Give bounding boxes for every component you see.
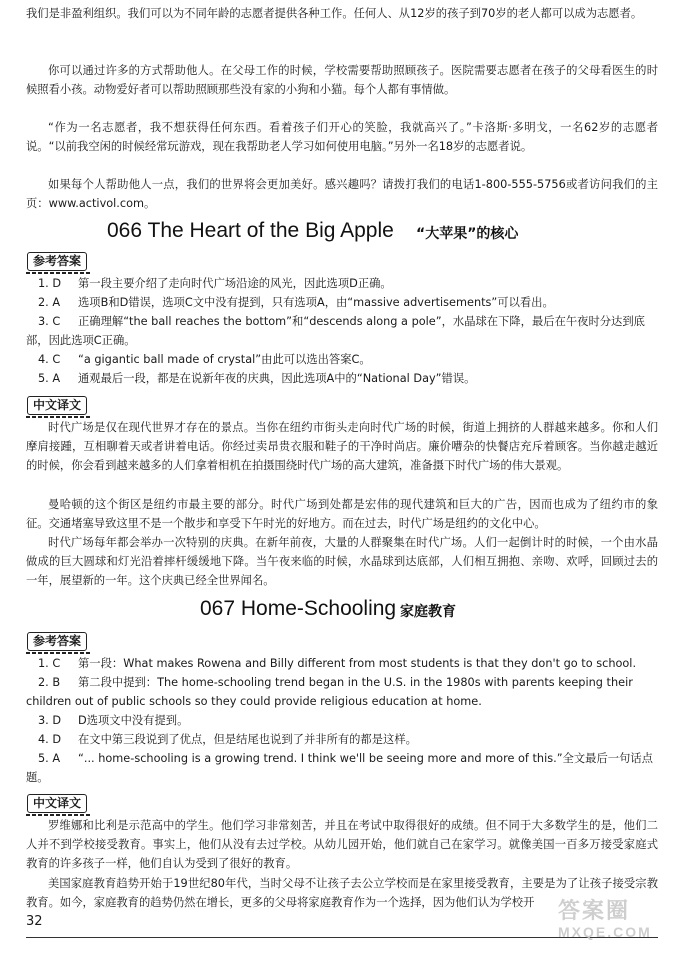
section-066-answer-1	[26, 274, 658, 293]
section-067-translation-2: 美国家庭教育趋势开始于19世纪80年代，当时父母不让孩子去公立学校而是在家里接受教育，主要是为了让孩子接受宗教教育。如今，家庭教育的趋势仍然在增长，更多的父母将家庭教育作为一个选择，因为他们认为学校开	[26, 877, 658, 909]
answer-number: 5. A	[38, 752, 61, 765]
section-066-translation-1: 时代广场是仅在现代世界才存在的景点。当你在纽约市街头走向时代广场的时候，街道上拥挤的人群越来越多。你和人们摩肩接踵，互相聊着天或者讲着电话。你经过卖昂贵衣服和鞋子的干净时尚店。廉价嘈杂的快餐店充斥着顾客。当你越走越近的时候，你会看到越来越多的人们拿着相机在拍摄围绕时代广场的高大建筑，准备摄下时代广场的伟大景观。	[26, 421, 658, 472]
answer-number: 4. D	[38, 733, 62, 746]
section-067-answer-4	[26, 730, 658, 749]
section-066-translation-label: 中文译文	[27, 396, 87, 415]
section-067-title: 067 Home-Schooling	[200, 597, 397, 620]
section-066-translation-2: 曼哈顿的这个街区是纽约市最主要的部分。时代广场到处都是宏伟的现代建筑和巨大的广告，因而也成为了纽约市的象征。交通堵塞导致这里不是一个散步和享受下午时光的好地方。而在过去，时代广场是纽约的文化中心。	[26, 498, 658, 530]
answer-text: 通观最后一段，都是在说新年夜的庆典，因此选项A中的“National Day”错误。	[78, 372, 476, 385]
answer-number: 2. A	[38, 296, 61, 309]
watermark-line-2: MXQE.COM	[558, 924, 652, 940]
answer-text: 在文中第三段说到了优点，但是结尾也说到了并非所有的都是这样。	[78, 733, 417, 746]
section-067-answer-2	[26, 673, 658, 711]
answer-text: “a gigantic ball made of crystal”由此可以选出答案C。	[78, 353, 371, 366]
watermark-logo	[558, 898, 652, 940]
watermark-line-1: 答案圈	[558, 898, 631, 923]
answer-text: 选项B和D错误，选项C文中没有提到，只有选项A，由“massive advertisements”可以看出。	[78, 296, 554, 309]
section-067-answer-3	[26, 711, 658, 730]
section-066-title: 066 The Heart of the Big Apple	[107, 219, 394, 242]
section-067-answer-label: 参考答案	[27, 632, 87, 651]
answer-text: 第一段主要介绍了走向时代广场沿途的风光，因此选项D正确。	[78, 277, 392, 290]
answer-number: 5. A	[38, 372, 61, 385]
section-066-answer-3	[26, 312, 658, 350]
answer-text: 正确理解“the ball reaches the bottom”和“descends along a pole”，水晶球在下降，最后在午夜时分达到底部，因此选项C正确。	[26, 315, 645, 347]
section-066-answer-2	[26, 293, 658, 312]
section-066-title-cn: “大苹果”的核心	[416, 226, 519, 242]
section-067-answer-5	[26, 749, 658, 787]
answer-number: 3. C	[38, 315, 61, 328]
section-067-answer-1	[26, 654, 658, 673]
answer-number: 4. C	[38, 353, 61, 366]
answer-text: 第二段中提到：The home-schooling trend began in the U.S. in the 1980s with parents keeping their children out of public schools so they could provide religious education at home.	[26, 676, 633, 708]
answer-number: 1. C	[38, 657, 61, 670]
intro-paragraph-2: 你可以通过许多的方式帮助他人。在父母工作的时候，学校需要帮助照顾孩子。医院需要志愿者在孩子的父母看医生的时候照看小孩。动物爱好者可以帮助照顾那些没有家的小狗和小猫。每个人都有事情做。	[26, 64, 658, 96]
answer-number: 2. B	[38, 676, 61, 689]
answer-number: 3. D	[38, 714, 62, 727]
section-066-answer-label: 参考答案	[27, 252, 87, 271]
section-066-translation-3: 时代广场每年都会举办一次特别的庆典。在新年前夜，大量的人群聚集在时代广场。人们一起倒计时的时候，一个由水晶做成的巨大圆球和灯光沿着摔杆缓缓地下降。当午夜来临的时候，水晶球到达底部，人们相互拥抱、亲吻、欢呼，回顾过去的一年，展望新的一年。这个庆典已经全世界闻名。	[26, 536, 658, 587]
section-066-answer-4	[26, 350, 658, 369]
section-066-answer-5	[26, 369, 658, 388]
page-number: 32	[26, 914, 43, 929]
answer-number: 1. D	[38, 277, 62, 290]
answer-text: D选项文中没有提到。	[78, 714, 189, 727]
section-067-title-cn: 家庭教育	[400, 604, 456, 620]
intro-paragraph-4: 如果每个人帮助他人一点，我们的世界将会更加美好。感兴趣吗？请拨打我们的电话1-800-555-5756或者访问我们的主页：www.activol.com。	[26, 178, 658, 210]
intro-paragraph-1: 我们是非盈利组织。我们可以为不同年龄的志愿者提供各种工作。任何人、从12岁的孩子到70岁的老人都可以成为志愿者。	[26, 7, 643, 20]
answer-text: “... home-schooling is a growing trend. I think we'll be seeing more and more of this.”全文最后一句话点题。	[26, 752, 653, 784]
intro-paragraph-3: “作为一名志愿者，我不想获得任何东西。看着孩子们开心的笑脸，我就高兴了。”卡洛斯·多明戈，一名62岁的志愿者说。“以前我空闲的时候经常玩游戏，现在我帮助老人学习如何使用电脑。”另外一名18岁的志愿者说。	[26, 121, 658, 153]
section-067-translation-1: 罗维娜和比利是示范高中的学生。他们学习非常刻苦，并且在考试中取得很好的成绩。但不同于大多数学生的是，他们二人并不到学校接受教育。事实上，他们从没有去过学校。从幼儿园开始，他们就自己在家学习。就像美国一百多万接受家庭式教育的许多孩子一样，他们自认为受到了很好的教育。	[26, 819, 658, 870]
answer-text: 第一段：What makes Rowena and Billy different from most students is that they don't go to school.	[78, 657, 637, 670]
section-067-translation-label: 中文译文	[27, 794, 87, 813]
